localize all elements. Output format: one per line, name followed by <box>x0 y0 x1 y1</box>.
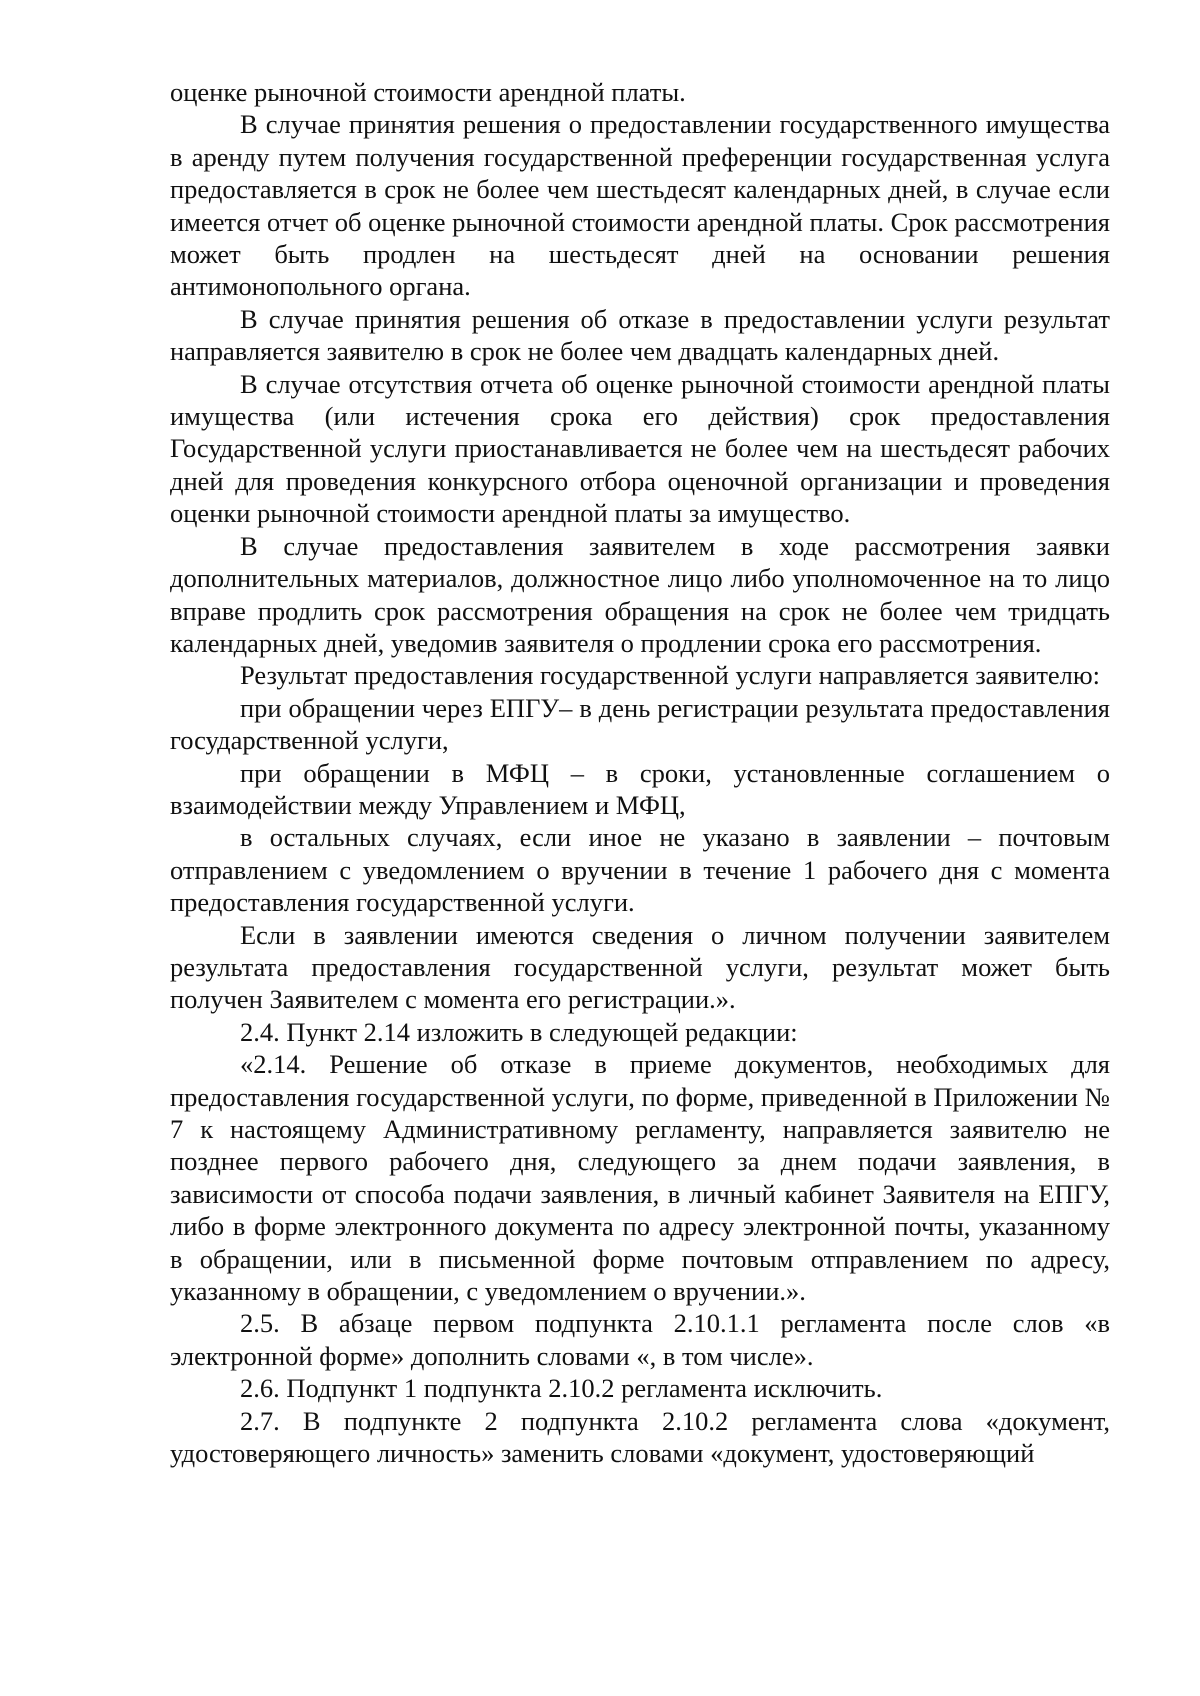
paragraph-item-2-6: 2.6. Подпункт 1 подпункта 2.10.2 регламента исключить. <box>240 1373 883 1404</box>
paragraph-extension: В случае предоставления заявителем в ходе рассмотрения заявки дополнительных материалов, должностное лицо либо уполномоченное на то лицо вправе продлить срок рассмотрения обращения на срок не более чем тридцать календарных дней, уведомив заявителя о продлении срока его рассмотрения. <box>170 530 1110 658</box>
paragraph-item-2-4: 2.4. Пункт 2.14 изложить в следующей редакции: <box>240 1016 798 1047</box>
paragraph-other-cases: в остальных случаях, если иное не указано в заявлении – почтовым отправлением с уведомлением о вручении в течение 1 рабочего дня с момента предоставления государственной услуги. <box>170 822 1110 918</box>
paragraph-item-2-7: 2.7. В подпункте 2 подпункта 2.10.2 регламента слова «документ, удостоверяющего личность» заменить словами «документ, удостоверяющий <box>170 1405 1110 1469</box>
paragraph-suspension: В случае отсутствия отчета об оценке рыночной стоимости арендной платы имущества (или истечения срока его действия) срок предоставления Государственной услуги приостанавливается не более чем на шестьдесят рабочих дней для проведения конкурсного отбора оценочной организации и проведения оценки рыночной стоимости арендной платы за имущество. <box>170 368 1110 529</box>
paragraph-item-2-14: «2.14. Решение об отказе в приеме документов, необходимых для предоставления государственной услуги, по форме, приведенной в Приложении № 7 к настоящему Административному регламенту, направляется заявителю не позднее первого рабочего дня, следующего за днем подачи заявления, в зависимости от способа подачи заявления, в личный кабинет Заявителя на ЕПГУ, либо в форме электронного документа по адресу электронной почты, указанному в обращении, или в письменной форме почтовым отправлением по адресу, указанному в обращении, с уведомлением о вручении.». <box>170 1049 1110 1307</box>
paragraph-continuation: оценке рыночной стоимости арендной платы. <box>170 77 686 107</box>
document-page <box>170 76 1110 1469</box>
paragraph-refusal-term: В случае принятия решения об отказе в предоставлении услуги результат направляется заявителю в срок не более чем двадцать календарных дней. <box>170 303 1110 367</box>
paragraph-preference-term: В случае принятия решения о предоставлении государственного имущества в аренду путем получения государственной преференции государственная услуга предоставляется в срок не более чем шестьдесят календарных дней, в случае если имеется отчет об оценке рыночной стоимости арендной платы. Срок рассмотрения может быть продлен на шестьдесят дней на основании решения антимонопольного органа. <box>170 109 1110 302</box>
paragraph-personal-receipt: Если в заявлении имеются сведения о личном получении заявителем результата предоставления государственной услуги, результат может быть получен Заявителем с момента его регистрации.». <box>170 919 1110 1015</box>
paragraph-epgu: при обращении через ЕПГУ– в день регистрации результата предоставления государственной услуги, <box>170 692 1110 756</box>
paragraph-item-2-5: 2.5. В абзаце первом подпункта 2.10.1.1 регламента после слов «в электронной форме» дополнить словами «, в том числе». <box>170 1308 1110 1371</box>
paragraph-result-delivery: Результат предоставления государственной услуги направляется заявителю: <box>240 660 1101 691</box>
paragraph-mfc: при обращении в МФЦ – в сроки, установленные соглашением о взаимодействии между Управлением и МФЦ, <box>170 757 1110 820</box>
